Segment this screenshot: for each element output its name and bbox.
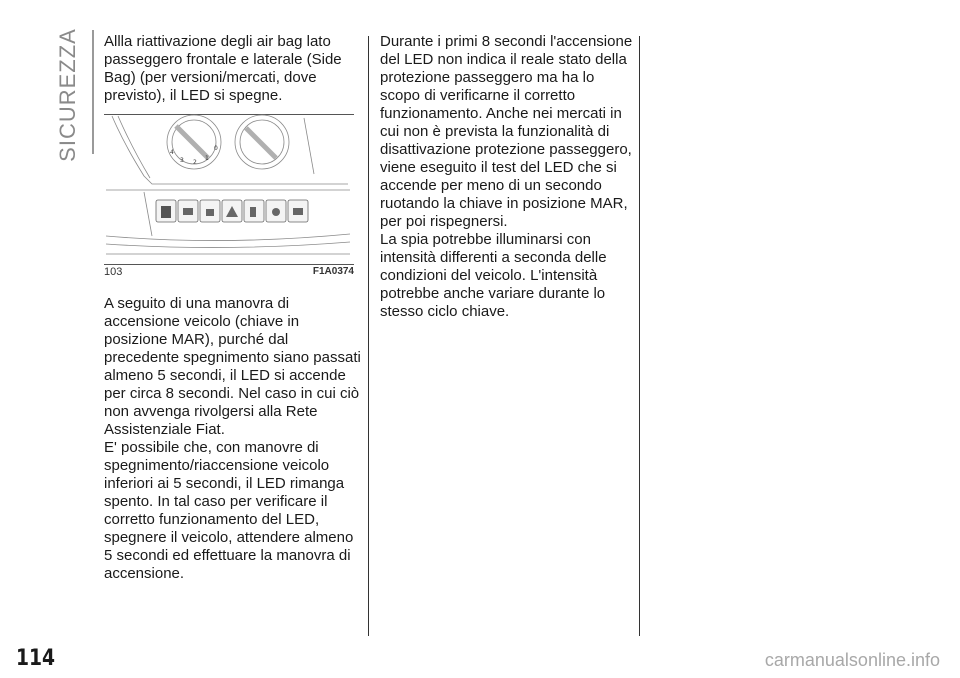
seat-icon	[250, 207, 256, 217]
right-paragraph-2: La spia potrebbe illuminarsi con intensità differenti a seconda delle condizioni del veicolo. L'intensità potrebbe anche variare durante lo stesso ciclo chiave.	[380, 231, 607, 320]
intro-paragraph: Allla riattivazione degli air bag lato passeggero frontale e laterale (Side Bag) (per versioni/mercati, dove previsto), il LED si spegne.	[104, 33, 342, 104]
watermark: carmanualsonline.info	[764, 650, 940, 670]
left-paragraph-1: A seguito di una manovra di accensione veicolo (chiave in posizione MAR), purché dal precedente spegnimento siano passati almeno 5 secondi, il LED si accende per circa 8 secondi. Nel caso in cui ciò non avvenga rivolgersi alla Rete Assistenziale Fiat.	[104, 295, 361, 438]
dashboard-figure	[104, 114, 354, 282]
windshield-icon	[293, 208, 303, 215]
knob-label-4: 4	[170, 149, 174, 156]
knob-label-1: 1	[205, 155, 209, 162]
section-title	[50, 30, 86, 160]
figure-code: F1A0374	[312, 266, 354, 277]
left-paragraph-2: E' possibile che, con manovre di spegnimento/riaccensione veicolo inferiori ai 5 secondi, il LED rimanga spento. In tal caso per verificare il corretto funzionamento del LED, spegnere il veicolo, attendere almeno 5 secondi ed effettuare la manovra di accensione.	[104, 439, 354, 582]
section-title-text: SICUREZZA	[55, 28, 80, 162]
column-divider-2	[639, 36, 640, 636]
airbag-icon	[161, 206, 171, 218]
dashboard-illustration	[104, 114, 354, 264]
rear-window-icon	[183, 208, 193, 215]
intro-text	[104, 33, 359, 105]
knob-label-0: 0	[214, 145, 218, 152]
section-rule	[92, 30, 94, 154]
right-column-text	[380, 33, 635, 321]
figure-number: 103	[104, 266, 123, 278]
lock-icon	[206, 209, 214, 216]
car-icon	[272, 208, 280, 216]
right-paragraph-1: Durante i primi 8 secondi l'accensione del LED non indica il reale stato della protezione passeggero ma ha lo scopo di verificarne il corretto funzionamento. Anche nei mercati in cui non è prevista la funzionalità di disattivazione protezione passeggero, viene eseguito il test del LED che si accende per meno di un secondo ruotando la chiave in posizione MAR, per poi rispegnersi.	[380, 33, 633, 230]
page-number: 114	[16, 646, 56, 671]
figure-bottom-rule	[104, 264, 354, 265]
knob-label-2: 2	[193, 159, 197, 166]
left-column-text	[104, 295, 364, 583]
knob-label-3: 3	[180, 157, 184, 164]
column-divider-1	[368, 36, 369, 636]
